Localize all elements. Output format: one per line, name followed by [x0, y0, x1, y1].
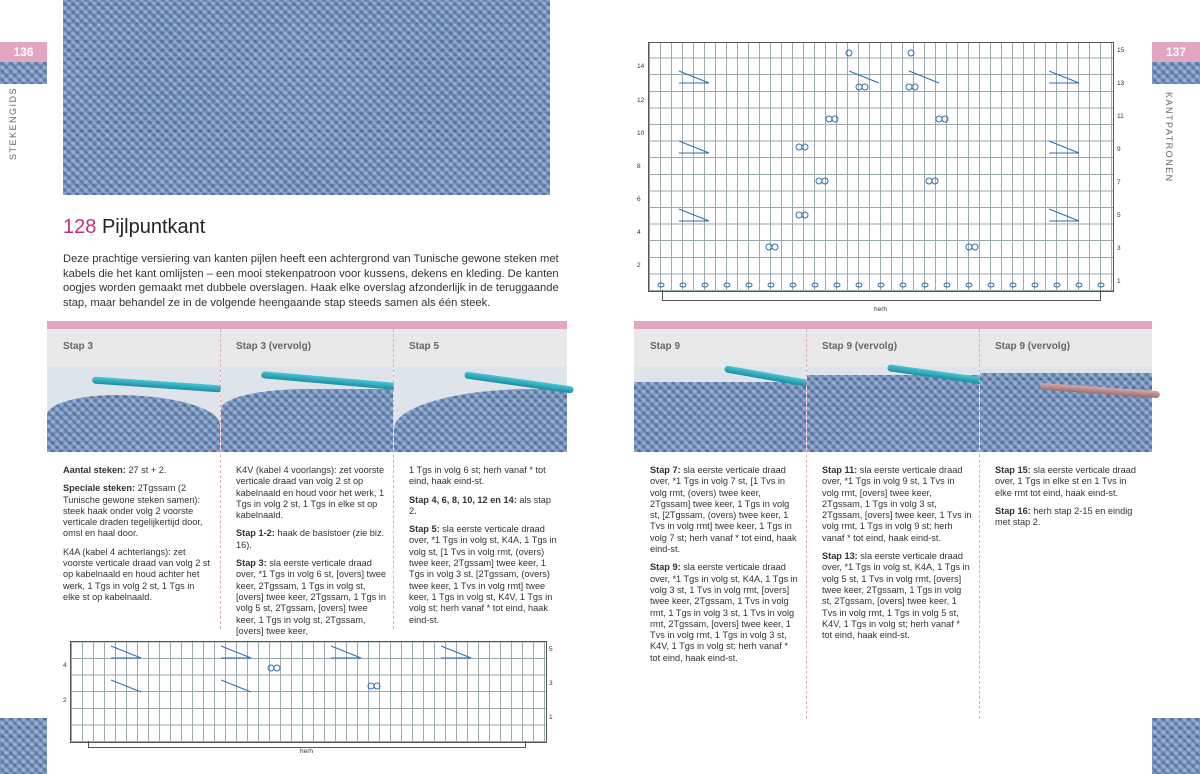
- paragraph: Stap 4, 6, 8, 10, 12 en 14: als stap 2.: [409, 494, 551, 516]
- step-photo-3: [394, 367, 567, 452]
- paragraph: K4V (kabel 4 voorlangs): zet voorste verticale draad van volg 2 st op kabelnaald en houd voor het werk, 1 Tgs in volg 2 st, 1 Tgs in elke st op kabelnaald.: [236, 465, 385, 521]
- instructions-column-3: [995, 465, 1145, 535]
- step-label-3: Stap 5: [409, 341, 440, 352]
- step-photo-2: [807, 367, 979, 452]
- chart-row-label: 15: [1117, 47, 1125, 54]
- column-divider: [393, 329, 394, 629]
- page-number-tab-left: [0, 42, 47, 62]
- stitch-chart-right: [637, 42, 1125, 292]
- instructions-column-2: [236, 465, 386, 636]
- chart-row-label: 4: [63, 662, 67, 669]
- paragraph: Stap 3: sla eerste verticale draad over, *1 Tgs in volg 6 st, [overs] twee keer, 2Tgssam, 1 Tgs in volg st, [overs] twee keer, 2Tgssam, 1 Tgs in volg 5 st, 2Tgssam, [overs] twee keer, 1 Tgs in volg st, 2Tgssam, [overs] twee keer,: [236, 558, 386, 636]
- step-label-1: Stap 9: [650, 341, 681, 352]
- paragraph: Aantal steken: 27 st + 2.: [63, 465, 167, 475]
- chart-row-label: 2: [63, 697, 67, 704]
- paragraph: Stap 13: sla eerste verticale draad over, *1 Tgs in volg st, K4A, 1 Tgs in volg 5 st, 1 Tvs in volg rmt, [overs] twee keer, 2Tgssam, 1 Tgs in volg st, 2Tgssam, [overs] twee keer, 1 Tvs in volg rmt, 1 Tgs in volg 5 st, K4V, 1 Tgs in volg st; herh vanaf * tot eind, haak eind-st.: [822, 551, 970, 641]
- paragraph: K4A (kabel 4 achterlangs): zet voorste verticale draad van volg 2 st op kabelnaald en houd achter het werk, 1 Tgs in volg 2 st, 1 Tgs in elke st op kabelnaald.: [63, 546, 211, 602]
- paragraph: Stap 7: sla eerste verticale draad over, *1 Tgs in volg 7 st, [1 Tvs in volg rmt, (overs) twee keer, 2Tgssam] twee keer, 1 Tgs in volg st, [2Tgssam, (overs) twee keer, 1 Tvs in volg rmt] twee keer, 1 Tgs in volg 7 st; herh vanaf * tot eind, haak eind-st.: [650, 465, 797, 555]
- paragraph: Stap 9: sla eerste verticale draad over, *1 Tgs in volg st, K4A, 1 Tgs in volg 3 st, 1 Tvs in volg rmt, [overs] twee keer, 2Tgssam, 1 Tvs in volg rmt, 1 Tgs in volg 3 st, 1 Tvs in volg rmt, 2Tgssam, [overs] twee keer, 1 Tvs in volg rmt, 1 Tgs in volg 3 st, K4V, 1 Tgs in volg st; herh vanaf * tot eind, haak eind-st.: [650, 562, 798, 663]
- step-photo-1: [634, 367, 806, 452]
- edge-swatch-right-bottom: [1152, 718, 1200, 774]
- repeat-label-right: herh: [874, 306, 888, 313]
- chart-symbols: [649, 43, 1113, 291]
- chart-row-label: 9: [1117, 146, 1121, 153]
- chart-row-label: 13: [1117, 80, 1125, 87]
- chart-row-label: 4: [637, 229, 641, 236]
- page-number: 137: [1165, 45, 1187, 59]
- step-label-3: Stap 9 (vervolg): [995, 341, 1071, 352]
- stitch-chart-left: [63, 641, 553, 743]
- chart-row-label: 1: [1117, 278, 1121, 285]
- chart-row-label: 2: [637, 262, 641, 269]
- chart-row-label: 14: [637, 63, 645, 70]
- repeat-bracket-left: [88, 741, 526, 748]
- page-number: 136: [13, 45, 34, 59]
- step-photo-1: [47, 367, 220, 452]
- pattern-number: 128: [63, 216, 97, 238]
- column-divider: [979, 329, 980, 719]
- chart-row-label: 8: [637, 163, 641, 170]
- repeat-bracket-right: [662, 290, 1101, 301]
- step-photo-3: [980, 367, 1152, 452]
- chart-row-label: 5: [549, 646, 553, 653]
- chart-row-label: 1: [549, 714, 553, 721]
- edge-swatch-left-bottom: [0, 718, 47, 774]
- step-label-2: Stap 9 (vervolg): [822, 341, 898, 352]
- instructions-column-2: [822, 465, 972, 648]
- paragraph: Stap 1-2: haak de basistoer (zie biz. 16).: [236, 528, 385, 550]
- step-label-2: Stap 3 (vervolg): [236, 341, 312, 352]
- pink-divider-left: [47, 321, 567, 329]
- repeat-label-left: herh: [300, 748, 314, 755]
- chart-row-label: 3: [1117, 245, 1121, 252]
- section-label-left: STEKENGIDS: [8, 86, 18, 160]
- paragraph: 1 Tgs in volg 6 st; herh vanaf * tot eind, haak eind-st.: [409, 465, 546, 487]
- chart-row-label: 3: [549, 680, 553, 687]
- chart-row-label: 6: [637, 196, 641, 203]
- top-swatch-photo: [63, 0, 550, 195]
- chart-row-label: 7: [1117, 179, 1121, 186]
- instructions-column-1: [63, 465, 213, 610]
- paragraph: Stap 16: herh stap 2-15 en eindig met stap 2.: [995, 505, 1133, 528]
- step-photo-2: [221, 367, 393, 452]
- instructions-column-3: [409, 465, 559, 633]
- intro-paragraph: Deze prachtige versiering van kanten pijlen heeft een achtergrond van Tunische gewone steken met kabels die het kant omlijsten – een mooi stekenpatroon voor kussens, dekens en kleding. De kanten oogjes worden gemaakt met dubbele overslagen. Haak elke overslag afzonderlijk in de teruggaande stap, maar behandel ze in de volgende heengaande stap steeds samen als één steek.: [63, 253, 559, 309]
- instructions-column-1: [650, 465, 800, 671]
- chart-row-label: 5: [1117, 212, 1121, 219]
- chart-symbols: [71, 642, 546, 742]
- paragraph: Speciale steken: 2Tgssam (2 Tunische gewone steken samen): steek haak onder volg 2 voorste verticale draden tegelijkertijd door, omsl en haal door.: [63, 483, 203, 539]
- section-label-right: KANTPATRONEN: [1164, 92, 1174, 183]
- column-divider: [220, 329, 221, 629]
- page-number-tab-right: [1152, 42, 1200, 62]
- column-divider: [806, 329, 807, 719]
- paragraph: Stap 5: sla eerste verticale draad over, *1 Tgs in volg st, K4A, 1 Tgs in volg st, [1 Tvs in volg rmt, (overs) twee keer, 2Tgssam] twee keer, 1 Tgs in volg 3 st, [2Tgssam, (overs) twee keer, 1 Tvs in volg rmt] twee keer, 1 Tgs in volg st, K4V, 1 Tgs in volg st; herh vanaf * tot eind, haak eind-st.: [409, 524, 557, 625]
- edge-swatch-right-top: [1152, 62, 1200, 84]
- chart-row-label: 11: [1117, 113, 1124, 120]
- pattern-title: [63, 216, 205, 239]
- paragraph: Stap 11: sla eerste verticale draad over, *1 Tgs in volg 9 st, 1 Tvs in volg rmt, [overs] twee keer, 2Tgssam, 1 Tgs in volg 3 st, 2Tgssam, [overs] twee keer, 1 Tvs in volg rmt, 1 Tgs in volg 9 st; herh vanaf * tot eind, haak eind-st.: [822, 465, 972, 543]
- edge-swatch-left-top: [0, 62, 47, 84]
- step-label-1: Stap 3: [63, 341, 94, 352]
- pink-divider-right: [634, 321, 1152, 329]
- paragraph: Stap 15: sla eerste verticale draad over, 1 Tgs in elke st en 1 Tvs in elke rmt tot eind, haak eind-st.: [995, 465, 1136, 498]
- pattern-name: Pijlpuntkant: [101, 216, 206, 238]
- chart-row-label: 12: [637, 97, 645, 104]
- chart-row-label: 10: [637, 130, 645, 137]
